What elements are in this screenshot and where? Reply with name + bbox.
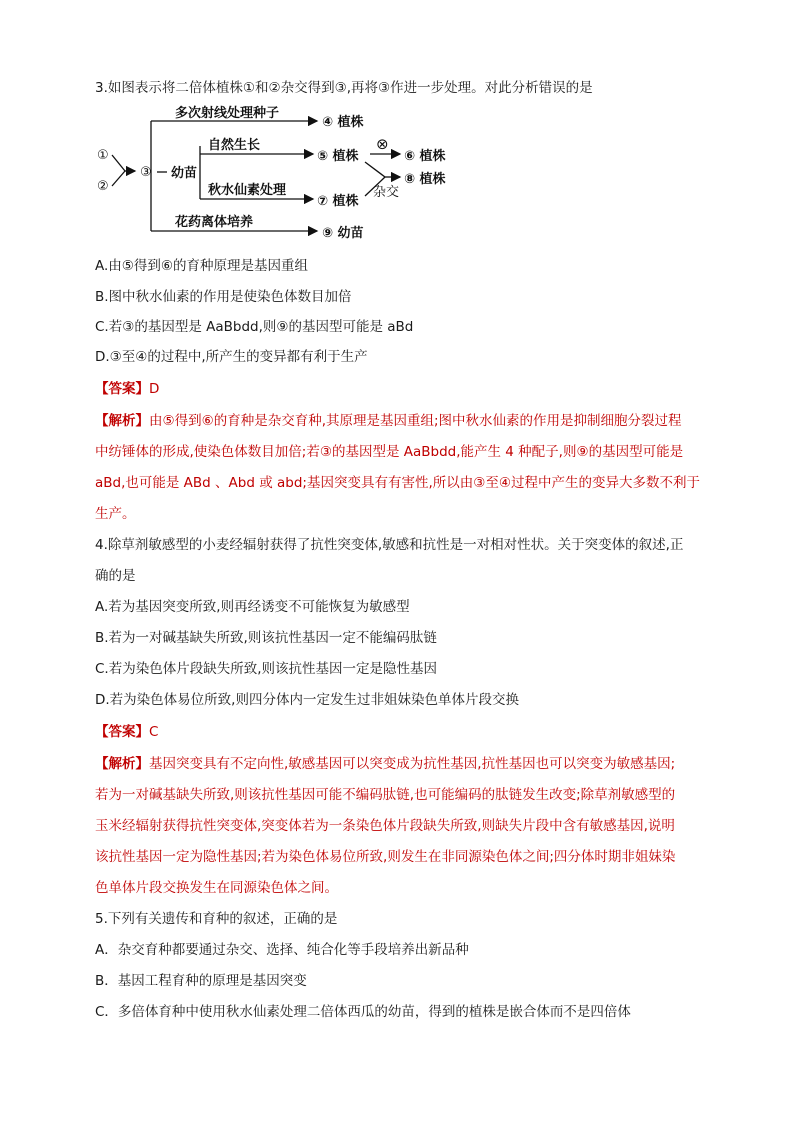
q4-analysis-line-5: 色单体片段交换发生在同源染色体之间。	[95, 880, 338, 896]
q4-stem-line-2: 确的是	[95, 568, 136, 584]
q3-option-d: D.③至④的过程中,所产生的变异都有利于生产	[95, 349, 368, 365]
q4-option-b: B.若为一对碱基缺失所致,则该抗性基因一定不能编码肽链	[95, 630, 437, 646]
branch2-label: 自然生长	[208, 138, 261, 153]
q4-analysis-line-1	[95, 755, 675, 773]
q3-option-b: B.图中秋水仙素的作用是使染色体数目加倍	[95, 289, 352, 305]
line-1-3	[112, 155, 125, 171]
branch4-label: 花药离体培养	[175, 215, 254, 230]
q3-option-c: C.若③的基因型是 AaBbdd,则⑨的基因型可能是 aBd	[95, 319, 414, 335]
plant-8: ⑧ 植株	[404, 172, 446, 187]
q5-option-c: C．多倍体育种中使用秋水仙素处理二倍体西瓜的幼苗，得到的植株是嵌合体而不是四倍体	[95, 1004, 631, 1020]
node-3: ③	[140, 165, 152, 180]
answer-value: D	[149, 381, 160, 397]
plant-4: ④ 植株	[322, 115, 364, 130]
line-2-3	[112, 171, 125, 186]
analysis-text: 基因突变具有不定向性,敏感基因可以突变成为抗性基因,抗性基因也可以突变为敏感基因;	[149, 756, 676, 772]
hybrid-line-5	[365, 162, 385, 177]
q5-option-b: B．基因工程育种的原理是基因突变	[95, 973, 307, 989]
q3-answer	[95, 380, 159, 398]
q4-option-c: C.若为染色体片段缺失所致,则该抗性基因一定是隐性基因	[95, 661, 438, 677]
hybrid-label: 杂交	[373, 185, 400, 200]
branch3-label: 秋水仙素处理	[208, 183, 287, 198]
q3-analysis-line-4: 生产。	[95, 506, 136, 522]
q5-option-a: A．杂交育种都要通过杂交、选择、纯合化等手段培养出新品种	[95, 942, 469, 958]
node-2: ②	[97, 179, 109, 194]
seedling-label: 幼苗	[171, 166, 198, 181]
q4-analysis-line-2: 若为一对碱基缺失所致,则该抗性基因可能不编码肽链,也可能编码的肽链发生改变;除草剂敏感型的	[95, 787, 676, 803]
q3-analysis-line-1	[95, 412, 682, 430]
plant-6: ⑥ 植株	[404, 149, 446, 164]
plant-7: ⑦ 植株	[317, 194, 359, 209]
node-1: ①	[97, 148, 109, 163]
breeding-diagram-svg	[95, 104, 465, 250]
self-symbol: ⊗	[376, 135, 389, 153]
q4-stem-line-1: 4.除草剂敏感型的小麦经辐射获得了抗性突变体,敏感和抗性是一对相对性状。关于突变体的叙述,正	[95, 537, 684, 553]
q3-option-a: A.由⑤得到⑥的育种原理是基因重组	[95, 258, 308, 274]
answer-value: C	[149, 724, 159, 740]
breeding-diagram	[95, 104, 465, 250]
analysis-tag: 【解析】	[95, 756, 149, 772]
branch1-label: 多次射线处理种子	[175, 106, 280, 121]
q4-answer	[95, 723, 158, 741]
seedling-9: ⑨ 幼苗	[322, 226, 364, 241]
q4-analysis-line-4: 该抗性基因一定为隐性基因;若为染色体易位所致,则发生在非同源染色体之间;四分体时期非姐妹染	[95, 849, 676, 865]
plant-5: ⑤ 植株	[317, 149, 359, 164]
q3-stem: 3.如图表示将二倍体植株①和②杂交得到③,再将③作进一步处理。对此分析错误的是	[95, 80, 593, 96]
analysis-text: 由⑤得到⑥的育种是杂交育种,其原理是基因重组;图中秋水仙素的作用是抑制细胞分裂过程	[149, 413, 682, 429]
answer-tag: 【答案】	[95, 381, 149, 397]
q4-option-a: A.若为基因突变所致,则再经诱变不可能恢复为敏感型	[95, 599, 410, 615]
q3-analysis-line-2: 中纺锤体的形成,使染色体数目加倍;若③的基因型是 AaBbdd,能产生 4 种配子,则⑨的基因型可能是	[95, 444, 684, 460]
q5-stem: 5.下列有关遗传和育种的叙述，正确的是	[95, 911, 338, 927]
answer-tag: 【答案】	[95, 724, 149, 740]
q4-option-d: D.若为染色体易位所致,则四分体内一定发生过非姐妹染色单体片段交换	[95, 692, 519, 708]
q4-analysis-line-3: 玉米经辐射获得抗性突变体,突变体若为一条染色体片段缺失所致,则缺失片段中含有敏感基因,说明	[95, 818, 675, 834]
analysis-tag: 【解析】	[95, 413, 149, 429]
q3-analysis-line-3: aBd,也可能是 ABd 、Abd 或 abd;基因突变具有有害性,所以由③至④过程中产生的变异大多数不利于	[95, 475, 700, 491]
